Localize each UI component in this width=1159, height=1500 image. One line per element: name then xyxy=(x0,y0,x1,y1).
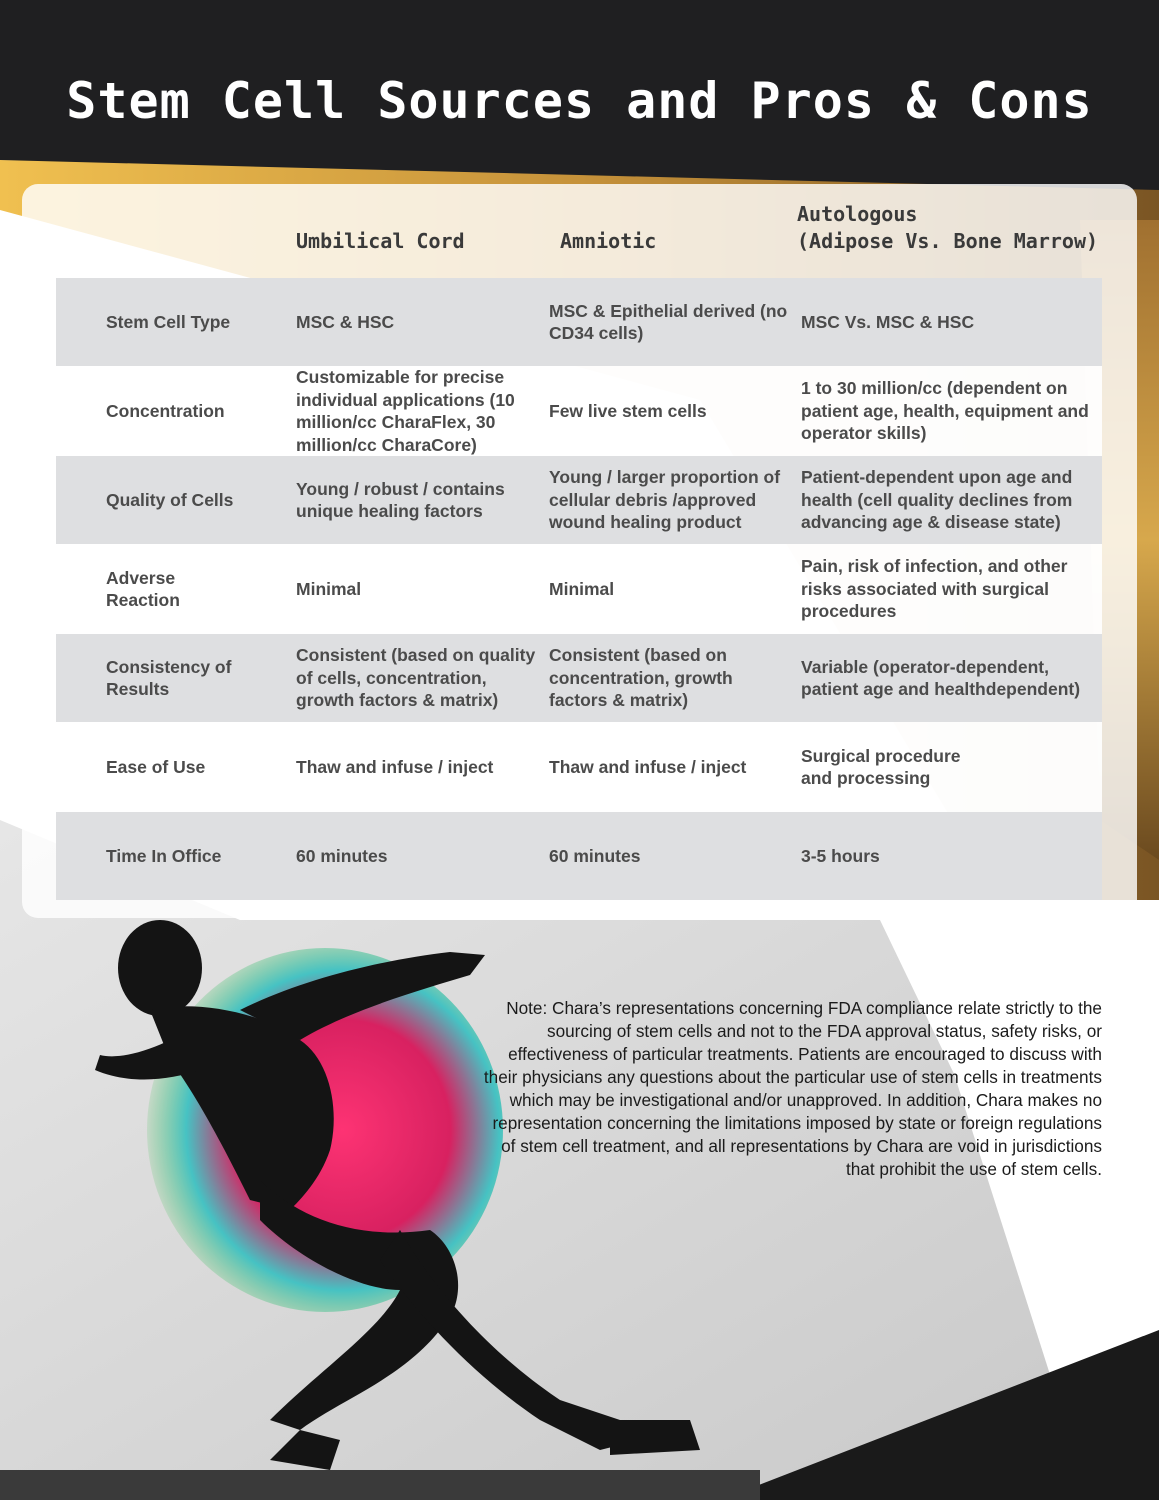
cell-autologous: Variable (operator-dependent, patient age and healthdependent) xyxy=(801,656,1081,699)
cell-autologous: Patient-dependent upon age and health (cell quality declines from advancing age & disease state) xyxy=(801,467,1073,533)
cell-amniotic: Consistent (based on concentration, growth factors & matrix) xyxy=(549,645,733,711)
cell-amniotic: 60 minutes xyxy=(549,845,641,866)
cell-umbilical: Minimal xyxy=(296,578,362,599)
row-label: Consistency of Results xyxy=(106,656,232,699)
cell-umbilical: Consistent (based on quality of cells, concentration, growth factors & matrix) xyxy=(296,645,536,711)
cell-amniotic: Minimal xyxy=(549,578,615,599)
row-label: Quality of Cells xyxy=(106,489,234,510)
table-row-concentration xyxy=(56,366,1102,456)
cell-umbilical: MSC & HSC xyxy=(296,311,395,332)
cell-autologous: MSC Vs. MSC & HSC xyxy=(801,311,975,332)
column-header-autologous-line2: (Adipose Vs. Bone Marrow) xyxy=(797,229,1099,253)
table-row-time-in-office xyxy=(56,812,1102,900)
table-row-consistency-of-results xyxy=(56,634,1102,722)
cell-autologous: 1 to 30 million/cc (dependent on patient age, health, equipment and operator skills) xyxy=(801,378,1089,444)
cell-autologous: 3-5 hours xyxy=(801,845,880,866)
column-header-umbilical-cord: Umbilical Cord xyxy=(296,229,465,253)
cell-umbilical: 60 minutes xyxy=(296,845,388,866)
column-header-autologous xyxy=(797,201,1098,255)
cell-amniotic: Few live stem cells xyxy=(549,400,707,421)
cell-umbilical: Customizable for precise individual applications (10 million/cc CharaFlex, 30 million/cc CharaCore) xyxy=(296,367,515,455)
cell-autologous: Surgical procedure and processing xyxy=(801,745,961,788)
column-header-autologous-line1: Autologous xyxy=(797,202,918,226)
row-label: Concentration xyxy=(106,400,225,421)
row-label: Time In Office xyxy=(106,845,222,866)
table-row-ease-of-use xyxy=(56,722,1102,812)
cell-amniotic: MSC & Epithelial derived (no CD34 cells) xyxy=(549,300,788,343)
table-row-quality-of-cells xyxy=(56,456,1102,544)
column-header-amniotic: Amniotic xyxy=(560,229,657,253)
fda-disclaimer-note: Note: Chara’s representations concerning FDA compliance relate strictly to the sourcing of stem cells and not to the FDA approval status, safety risks, or effectiveness of particular treatments. Patients are encouraged to discuss with their physicians any questions about the particular use of stem cells in treatments which may be investigational and/or unapproved. In addition, Chara makes no representation concerning the limitations imposed by state or foreign regulations of stem cell treatment, and all representations by Chara are void in jurisdictions that prohibit the use of stem cells. xyxy=(483,998,1102,1179)
cell-amniotic: Thaw and infuse / inject xyxy=(549,756,747,777)
table-row-stem-cell-type xyxy=(56,278,1102,366)
table-row-adverse-reaction xyxy=(56,544,1102,634)
cell-umbilical: Young / robust / contains unique healing factors xyxy=(296,478,505,521)
cell-amniotic: Young / larger proportion of cellular debris /approved wound healing product xyxy=(549,467,781,533)
row-label: Ease of Use xyxy=(106,756,206,777)
cell-umbilical: Thaw and infuse / inject xyxy=(296,756,494,777)
page-title: Stem Cell Sources and Pros & Cons xyxy=(66,72,1093,130)
floor xyxy=(0,1470,760,1500)
row-label: Adverse Reaction xyxy=(106,567,180,610)
cell-autologous: Pain, risk of infection, and other risks associated with surgical procedures xyxy=(801,556,1068,622)
row-label: Stem Cell Type xyxy=(106,311,231,332)
